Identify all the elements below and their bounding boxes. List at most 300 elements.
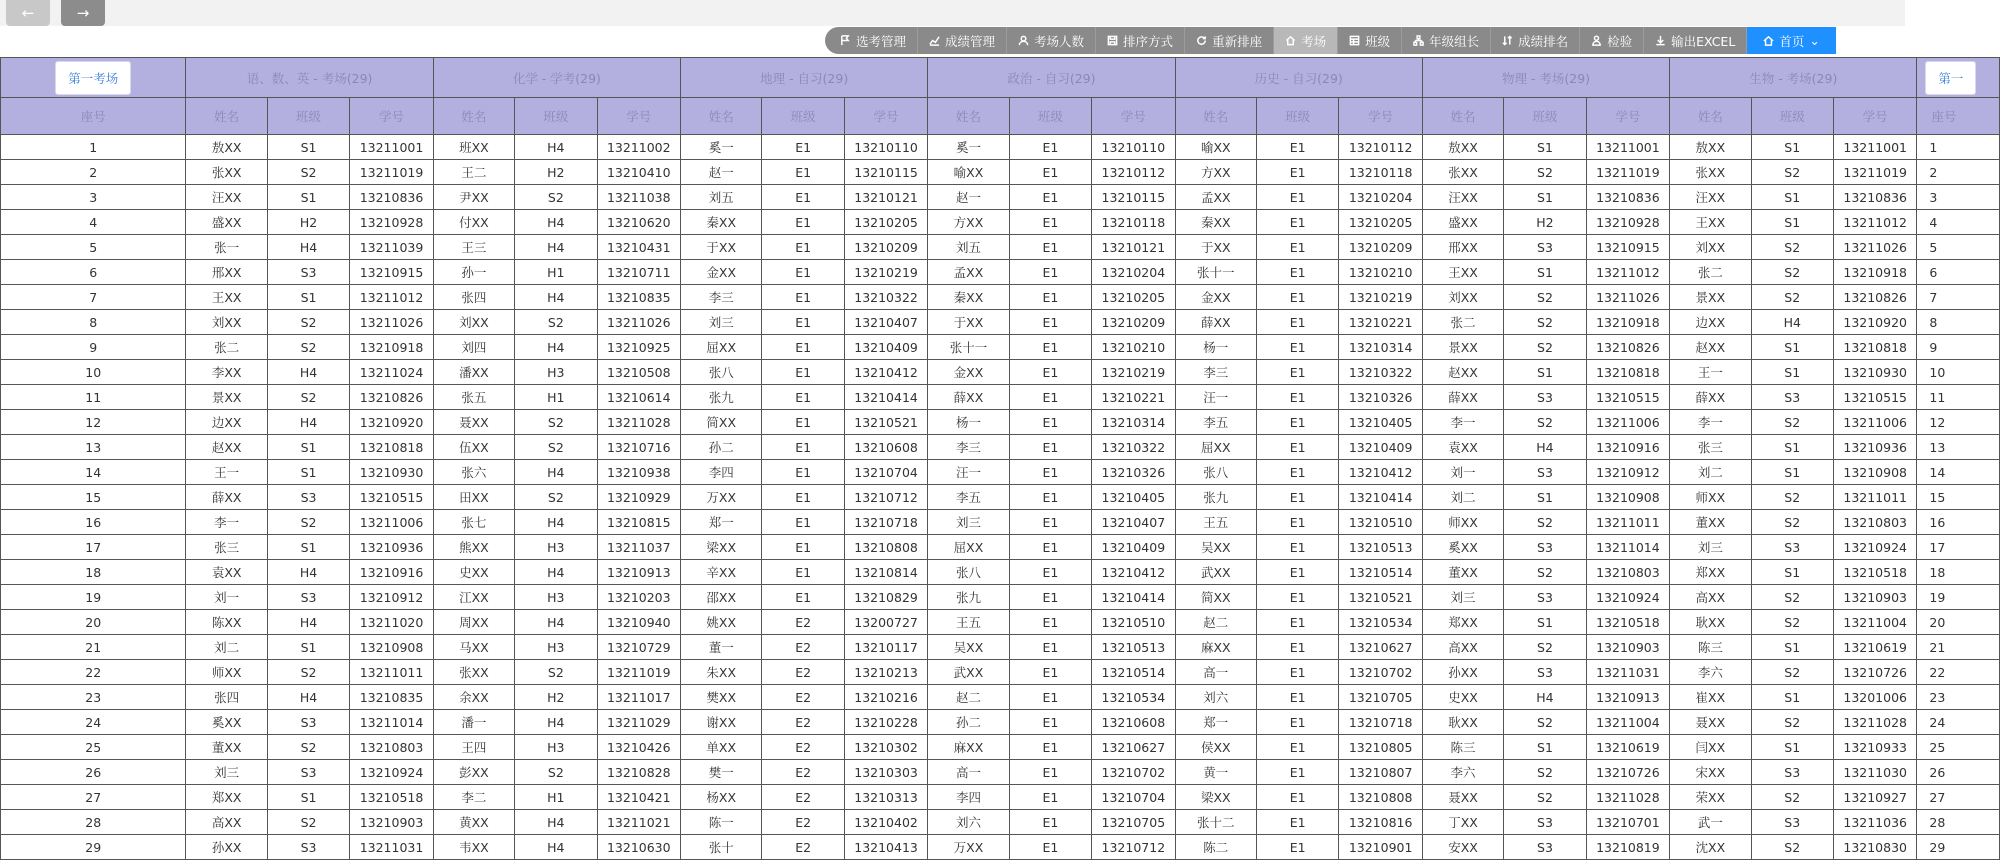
student-name: 郑一 xyxy=(681,510,762,535)
top-strip xyxy=(0,0,1905,26)
class-code: S2 xyxy=(1751,260,1833,285)
class-code: S3 xyxy=(1751,535,1833,560)
room-header-cell xyxy=(1917,58,2000,98)
student-name: 简XX xyxy=(681,410,762,435)
class-code: H2 xyxy=(267,210,349,235)
student-name: 边XX xyxy=(1670,310,1751,335)
subject-group-header: 生物 - 考场(29) xyxy=(1670,58,1917,98)
student-id: 13210521 xyxy=(1339,585,1422,610)
class-code: E1 xyxy=(762,260,844,285)
student-id: 13210110 xyxy=(1092,135,1175,160)
room-header-cell xyxy=(1,58,186,98)
student-id: 13210614 xyxy=(597,385,680,410)
seat-number: 2 xyxy=(1917,160,2000,185)
student-id: 13210803 xyxy=(350,735,433,760)
student-id: 13210924 xyxy=(350,760,433,785)
student-name: 孙二 xyxy=(928,710,1009,735)
class-code: E1 xyxy=(762,335,844,360)
student-name: 盛XX xyxy=(1422,210,1503,235)
student-name: 赵一 xyxy=(681,160,762,185)
class-code: E1 xyxy=(762,210,844,235)
class-code: H4 xyxy=(267,410,349,435)
student-name: 刘三 xyxy=(1422,585,1503,610)
seat-number: 5 xyxy=(1,235,186,260)
student-name: 马XX xyxy=(433,635,514,660)
toolbar-button-0[interactable] xyxy=(825,27,918,54)
seat-number: 19 xyxy=(1917,585,2000,610)
class-code: E1 xyxy=(1009,685,1091,710)
class-code: E1 xyxy=(1256,185,1338,210)
student-name: 武XX xyxy=(928,660,1009,685)
column-header: 班级 xyxy=(267,98,349,135)
class-code: H1 xyxy=(515,785,597,810)
student-id: 13210712 xyxy=(1092,835,1175,860)
student-id: 13210620 xyxy=(597,210,680,235)
chevron-down-icon: ⌄ xyxy=(1809,33,1820,48)
student-name: 董XX xyxy=(1670,510,1751,535)
user-icon xyxy=(1018,35,1029,46)
student-name: 张五 xyxy=(433,385,514,410)
student-name: 师XX xyxy=(1422,510,1503,535)
student-id: 13210915 xyxy=(1586,235,1669,260)
student-id: 13210209 xyxy=(844,235,927,260)
student-name: 聂XX xyxy=(1422,785,1503,810)
student-name: 汪XX xyxy=(1422,185,1503,210)
student-id: 13210221 xyxy=(1339,310,1422,335)
chart-icon xyxy=(929,35,940,46)
student-id: 13210816 xyxy=(1339,810,1422,835)
student-id: 13210521 xyxy=(844,410,927,435)
student-id: 13200727 xyxy=(844,610,927,635)
student-name: 金XX xyxy=(681,260,762,285)
class-code: E1 xyxy=(1009,235,1091,260)
student-name: 高一 xyxy=(1175,660,1256,685)
class-code: E1 xyxy=(1256,435,1338,460)
seat-number: 22 xyxy=(1917,660,2000,685)
student-id: 13211026 xyxy=(350,310,433,335)
seat-number: 20 xyxy=(1,610,186,635)
class-code: S2 xyxy=(1751,610,1833,635)
class-code: S2 xyxy=(1751,160,1833,185)
student-id: 13210421 xyxy=(597,785,680,810)
student-id: 13210808 xyxy=(844,535,927,560)
class-code: H1 xyxy=(515,385,597,410)
student-id: 13210402 xyxy=(844,810,927,835)
student-id: 13210518 xyxy=(1586,610,1669,635)
student-name: 敖XX xyxy=(1422,135,1503,160)
student-id: 13210513 xyxy=(1092,635,1175,660)
student-name: 李一 xyxy=(1422,410,1503,435)
subject-group-header: 政治 - 自习(29) xyxy=(928,58,1175,98)
student-id: 13211019 xyxy=(1833,160,1916,185)
student-id: 13210314 xyxy=(1092,410,1175,435)
class-code: S1 xyxy=(1504,360,1586,385)
toolbar-button-label: 年级组长 xyxy=(1429,33,1480,49)
student-name: 伍XX xyxy=(433,435,514,460)
sort-icon xyxy=(1502,35,1513,46)
student-name: 董XX xyxy=(186,735,267,760)
student-id: 13210210 xyxy=(1092,335,1175,360)
student-id: 13211017 xyxy=(597,685,680,710)
table-row xyxy=(1,210,2000,235)
class-code: E1 xyxy=(1009,610,1091,635)
student-name: 秦XX xyxy=(1175,210,1256,235)
seat-number: 29 xyxy=(1,835,186,860)
toolbar-button-9[interactable] xyxy=(1580,27,1644,54)
student-name: 张九 xyxy=(928,585,1009,610)
student-name: 郑XX xyxy=(186,785,267,810)
class-code: S1 xyxy=(1751,560,1833,585)
student-name: 邢XX xyxy=(186,260,267,285)
class-code: S1 xyxy=(1504,735,1586,760)
student-id: 13210702 xyxy=(1339,660,1422,685)
download-icon xyxy=(1655,35,1666,46)
seat-number: 13 xyxy=(1917,435,2000,460)
class-code: H4 xyxy=(267,610,349,635)
class-code: E1 xyxy=(1009,560,1091,585)
student-name: 梁XX xyxy=(1175,785,1256,810)
seat-number: 4 xyxy=(1917,210,2000,235)
student-id: 13210830 xyxy=(1833,835,1916,860)
class-code: H3 xyxy=(515,635,597,660)
class-code: S3 xyxy=(267,485,349,510)
student-id: 13211037 xyxy=(597,535,680,560)
student-name: 薛XX xyxy=(1422,385,1503,410)
class-code: S1 xyxy=(1751,635,1833,660)
column-header: 姓名 xyxy=(1422,98,1503,135)
class-code: E1 xyxy=(762,410,844,435)
toolbar-button-7[interactable] xyxy=(1402,27,1491,54)
table-row xyxy=(1,460,2000,485)
class-code: H2 xyxy=(1504,210,1586,235)
table-row xyxy=(1,785,2000,810)
student-id: 13210407 xyxy=(1092,510,1175,535)
class-code: E1 xyxy=(762,535,844,560)
student-name: 奚XX xyxy=(186,710,267,735)
student-name: 张八 xyxy=(1175,460,1256,485)
toolbar-button-5[interactable] xyxy=(1274,27,1338,54)
student-id: 13211006 xyxy=(1586,410,1669,435)
student-name: 麻XX xyxy=(928,735,1009,760)
student-name: 喻XX xyxy=(928,160,1009,185)
toolbar-button-label: 班级 xyxy=(1365,33,1391,49)
student-id: 13210829 xyxy=(844,585,927,610)
student-id: 13210805 xyxy=(1339,735,1422,760)
class-code: S2 xyxy=(267,510,349,535)
student-id: 13210912 xyxy=(350,585,433,610)
column-header: 姓名 xyxy=(681,98,762,135)
home-icon xyxy=(1763,35,1774,46)
table-row xyxy=(1,260,2000,285)
table-row xyxy=(1,310,2000,335)
student-name: 刘二 xyxy=(186,635,267,660)
student-name: 李三 xyxy=(928,435,1009,460)
toolbar-button-label: 选考管理 xyxy=(856,33,907,49)
student-id: 13211019 xyxy=(1586,160,1669,185)
student-id: 13210204 xyxy=(1092,260,1175,285)
class-code: E1 xyxy=(1009,835,1091,860)
class-code: S2 xyxy=(1504,785,1586,810)
student-id: 13211026 xyxy=(1586,285,1669,310)
student-name: 张四 xyxy=(433,285,514,310)
student-id: 13210903 xyxy=(1833,585,1916,610)
student-id: 13210513 xyxy=(1339,535,1422,560)
student-id: 13210115 xyxy=(1092,185,1175,210)
class-code: S3 xyxy=(267,260,349,285)
student-id: 13210928 xyxy=(1586,210,1669,235)
class-code: E1 xyxy=(1256,310,1338,335)
student-name: 彭XX xyxy=(433,760,514,785)
exam-room-button[interactable]: 第一 xyxy=(1925,61,1976,95)
table-row xyxy=(1,810,2000,835)
column-header: 学号 xyxy=(1586,98,1669,135)
toolbar-button-label: 检验 xyxy=(1607,33,1633,49)
student-name: 李六 xyxy=(1422,760,1503,785)
column-header: 姓名 xyxy=(1175,98,1256,135)
student-name: 樊一 xyxy=(681,760,762,785)
class-code: E2 xyxy=(762,835,844,860)
seat-number: 16 xyxy=(1,510,186,535)
student-name: 奚一 xyxy=(681,135,762,160)
student-name: 刘三 xyxy=(928,510,1009,535)
student-id: 13211028 xyxy=(1586,785,1669,810)
student-id: 13210925 xyxy=(597,335,680,360)
student-name: 李五 xyxy=(1175,410,1256,435)
class-code: S3 xyxy=(1504,460,1586,485)
column-header: 学号 xyxy=(1339,98,1422,135)
student-id: 13210903 xyxy=(1586,635,1669,660)
class-code: S2 xyxy=(1504,335,1586,360)
student-id: 13210608 xyxy=(1092,710,1175,735)
student-id: 13210903 xyxy=(350,810,433,835)
student-id: 13210515 xyxy=(350,485,433,510)
student-id: 13211012 xyxy=(1833,210,1916,235)
table-row xyxy=(1,510,2000,535)
class-code: S3 xyxy=(1504,235,1586,260)
class-code: E1 xyxy=(762,360,844,385)
class-code: S1 xyxy=(267,285,349,310)
student-name: 周XX xyxy=(433,610,514,635)
student-id: 13211026 xyxy=(597,310,680,335)
sitemap-icon xyxy=(1413,35,1424,46)
class-code: E1 xyxy=(1009,310,1091,335)
class-code: S2 xyxy=(267,310,349,335)
student-name: 郑XX xyxy=(1670,560,1751,585)
student-name: 熊XX xyxy=(433,535,514,560)
student-id: 13210908 xyxy=(350,635,433,660)
student-id: 13210412 xyxy=(1092,560,1175,585)
student-id: 13211021 xyxy=(597,810,680,835)
student-name: 江XX xyxy=(433,585,514,610)
table-row xyxy=(1,635,2000,660)
toolbar-button-8[interactable] xyxy=(1491,27,1580,54)
student-id: 13211031 xyxy=(1586,660,1669,685)
seat-number: 11 xyxy=(1,385,186,410)
class-code: E1 xyxy=(1009,260,1091,285)
student-name: 荣XX xyxy=(1670,785,1751,810)
student-name: 张二 xyxy=(1422,310,1503,335)
class-code: S2 xyxy=(1751,585,1833,610)
column-header: 班级 xyxy=(1256,98,1338,135)
student-name: 杨XX xyxy=(681,785,762,810)
student-name: 赵一 xyxy=(928,185,1009,210)
save-icon xyxy=(1107,35,1118,46)
student-name: 赵XX xyxy=(1670,335,1751,360)
class-code: S2 xyxy=(1504,510,1586,535)
student-id: 13210729 xyxy=(597,635,680,660)
seating-table xyxy=(0,57,2000,860)
class-code: E1 xyxy=(1256,760,1338,785)
student-id: 13210929 xyxy=(597,485,680,510)
student-name: 孟XX xyxy=(1175,185,1256,210)
student-id: 13210913 xyxy=(1586,685,1669,710)
toolbar-button-6[interactable] xyxy=(1338,27,1402,54)
class-code: E1 xyxy=(1009,535,1091,560)
class-code: E1 xyxy=(762,385,844,410)
student-name: 师XX xyxy=(1670,485,1751,510)
student-id: 13210203 xyxy=(597,585,680,610)
seat-number: 16 xyxy=(1917,510,2000,535)
class-code: H4 xyxy=(515,210,597,235)
seat-number: 17 xyxy=(1917,535,2000,560)
class-code: S1 xyxy=(1751,135,1833,160)
class-code: S3 xyxy=(1751,760,1833,785)
class-code: S2 xyxy=(1751,485,1833,510)
student-name: 崔XX xyxy=(1670,685,1751,710)
class-code: E1 xyxy=(1256,460,1338,485)
class-code: E1 xyxy=(762,510,844,535)
student-name: 王五 xyxy=(1175,510,1256,535)
back-button[interactable]: ← xyxy=(6,0,50,26)
student-id: 13211019 xyxy=(597,660,680,685)
student-id: 13210918 xyxy=(1833,260,1916,285)
class-code: E1 xyxy=(1256,210,1338,235)
student-name: 张XX xyxy=(1422,160,1503,185)
column-header: 姓名 xyxy=(433,98,514,135)
student-name: 张十二 xyxy=(1175,810,1256,835)
student-name: 刘二 xyxy=(1422,485,1503,510)
student-id: 13210518 xyxy=(1833,560,1916,585)
student-id: 13210313 xyxy=(844,785,927,810)
class-code: S1 xyxy=(267,635,349,660)
toolbar-button-3[interactable] xyxy=(1096,27,1185,54)
student-name: 潘XX xyxy=(433,360,514,385)
column-header: 姓名 xyxy=(1670,98,1751,135)
student-name: 赵XX xyxy=(1422,360,1503,385)
student-id: 13210718 xyxy=(844,510,927,535)
student-name: 景XX xyxy=(1422,335,1503,360)
person-icon xyxy=(1591,35,1602,46)
class-code: E1 xyxy=(1009,210,1091,235)
class-code: H4 xyxy=(267,560,349,585)
class-code: E1 xyxy=(762,135,844,160)
seat-number: 24 xyxy=(1,710,186,735)
student-name: 万XX xyxy=(928,835,1009,860)
toolbar-button-10[interactable] xyxy=(1644,27,1747,54)
class-code: E1 xyxy=(1256,485,1338,510)
class-code: S2 xyxy=(515,435,597,460)
student-id: 13210409 xyxy=(844,335,927,360)
student-name: 屈XX xyxy=(1175,435,1256,460)
student-id: 13210913 xyxy=(597,560,680,585)
toolbar-button-4[interactable] xyxy=(1185,27,1274,54)
student-name: 班XX xyxy=(433,135,514,160)
class-code: E1 xyxy=(1009,485,1091,510)
home-icon xyxy=(1763,35,1774,46)
table-row xyxy=(1,360,2000,385)
student-name: 王一 xyxy=(1670,360,1751,385)
class-code: S1 xyxy=(1751,435,1833,460)
seat-number: 9 xyxy=(1,335,186,360)
class-code: S1 xyxy=(1751,735,1833,760)
class-code: E1 xyxy=(1256,660,1338,685)
toolbar-button-11[interactable] xyxy=(1747,27,1836,54)
student-id: 13210814 xyxy=(844,560,927,585)
class-code: S3 xyxy=(1504,535,1586,560)
student-name: 高XX xyxy=(1422,635,1503,660)
class-code: E1 xyxy=(762,460,844,485)
class-code: S1 xyxy=(267,435,349,460)
toolbar-button-2[interactable] xyxy=(1007,27,1096,54)
table-row xyxy=(1,285,2000,310)
exam-room-button[interactable]: 第一考场 xyxy=(55,61,131,95)
student-id: 13210219 xyxy=(1339,285,1422,310)
subject-group-header: 物理 - 考场(29) xyxy=(1422,58,1669,98)
class-code: H4 xyxy=(1504,685,1586,710)
save-icon xyxy=(1107,35,1118,46)
table-icon xyxy=(1349,35,1360,46)
student-id: 13210630 xyxy=(597,835,680,860)
seat-number: 2 xyxy=(1,160,186,185)
class-code: E1 xyxy=(1256,410,1338,435)
class-code: S3 xyxy=(1504,585,1586,610)
toolbar-button-label: 排序方式 xyxy=(1123,33,1174,49)
student-id: 13210608 xyxy=(844,435,927,460)
class-code: E1 xyxy=(1009,585,1091,610)
column-header: 姓名 xyxy=(928,98,1009,135)
column-header: 学号 xyxy=(350,98,433,135)
class-code: S3 xyxy=(1504,385,1586,410)
toolbar-button-1[interactable] xyxy=(918,27,1007,54)
class-code: H4 xyxy=(1504,435,1586,460)
class-code: H3 xyxy=(515,535,597,560)
class-code: S2 xyxy=(515,760,597,785)
student-name: 刘二 xyxy=(1670,460,1751,485)
column-header: 学号 xyxy=(597,98,680,135)
student-name: 刘一 xyxy=(186,585,267,610)
student-id: 13210619 xyxy=(1833,635,1916,660)
student-id: 13210924 xyxy=(1833,535,1916,560)
student-id: 13210803 xyxy=(1833,510,1916,535)
student-id: 13210213 xyxy=(844,660,927,685)
student-name: 李一 xyxy=(1670,410,1751,435)
class-code: E1 xyxy=(762,310,844,335)
student-id: 13210803 xyxy=(1586,560,1669,585)
student-id: 13210510 xyxy=(1339,510,1422,535)
class-code: E1 xyxy=(1256,810,1338,835)
student-id: 13210912 xyxy=(1586,460,1669,485)
student-name: 单XX xyxy=(681,735,762,760)
student-name: 孙XX xyxy=(1422,660,1503,685)
class-code: S2 xyxy=(1751,410,1833,435)
student-id: 13210920 xyxy=(1833,310,1916,335)
student-id: 13210412 xyxy=(844,360,927,385)
student-name: 陈二 xyxy=(1175,835,1256,860)
forward-button[interactable]: → xyxy=(61,0,105,26)
student-name: 喻XX xyxy=(1175,135,1256,160)
seat-number: 23 xyxy=(1917,685,2000,710)
student-id: 13211024 xyxy=(350,360,433,385)
